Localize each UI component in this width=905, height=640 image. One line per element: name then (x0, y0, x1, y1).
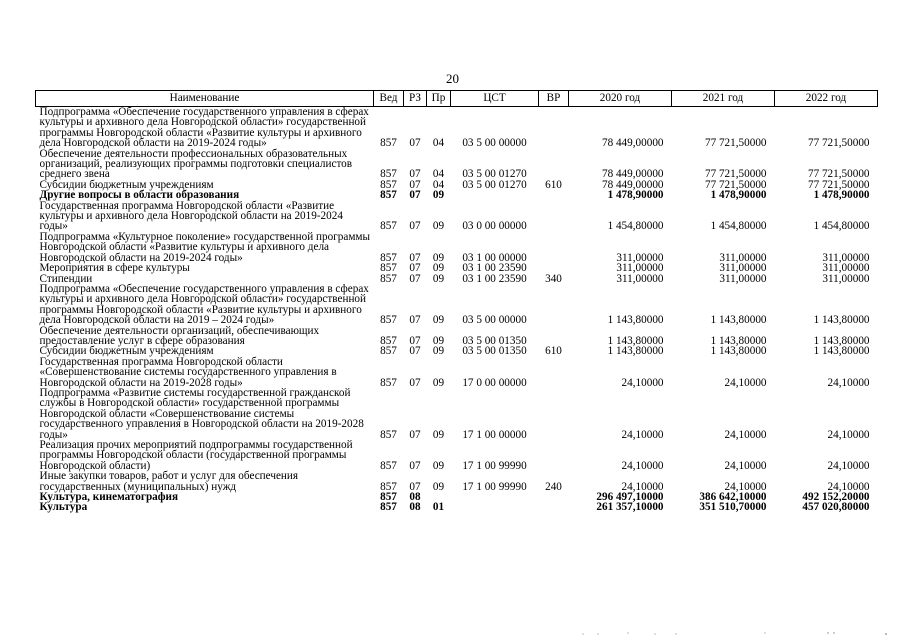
row-pr: 09 (432, 314, 445, 327)
row-2021-amount: 1 143,80000 (710, 334, 767, 347)
row-2021-amount: 1 143,80000 (710, 345, 767, 358)
table-row (36, 440, 878, 471)
table-header-row (36, 91, 878, 107)
row-name: Стипендии (39, 272, 93, 285)
row-rz: 07 (409, 480, 421, 493)
row-name: Субсидии бюджетным учреждениям (39, 178, 214, 191)
row-vr (539, 357, 569, 388)
row-2022-amount: 492 152,20000 (802, 491, 870, 504)
row-2021-amount: 386 642,10000 (699, 491, 767, 504)
row-name: Подпрограмма «Развитие системы государственной гражданской службы в Новгородской области» государственной программы Новгородской области «Совершенствование системы государственного управления в Новгородской области на 2019-2028 годы» (39, 386, 364, 441)
row-vr: 240 (545, 480, 562, 493)
row-ved: 857 (380, 272, 397, 285)
row-cst (451, 190, 539, 200)
scan-speck (582, 633, 583, 634)
row-2020-amount: 311,00000 (616, 251, 664, 264)
row-name: Подпрограмма «Обеспечение государственного управления в сферах культуры и архивного дела Новгородской области» государственной программы Новгородской области «Развитие культуры и архивного дела Новгородской области на 2019 – 2024 годы» (39, 282, 369, 327)
row-ved: 857 (380, 459, 397, 472)
row-2022-amount: 1 143,80000 (813, 314, 870, 327)
row-vr (539, 492, 569, 502)
row-2022-amount: 77 721,50000 (807, 168, 870, 181)
row-pr: 09 (432, 334, 445, 347)
scan-speck (764, 632, 765, 633)
budget-table (35, 90, 878, 513)
row-rz: 07 (409, 251, 421, 264)
row-2022-amount: 1 454,80000 (813, 220, 870, 233)
row-cst: 17 1 00 00000 (462, 428, 527, 441)
row-pr: 09 (432, 459, 445, 472)
row-2020-amount: 1 143,80000 (607, 314, 664, 327)
row-2020-amount: 78 449,00000 (601, 137, 664, 150)
row-2021-amount: 311,00000 (719, 262, 767, 275)
row-cst: 03 5 00 01350 (462, 334, 527, 347)
row-ved: 857 (380, 251, 397, 264)
scan-speck (675, 633, 676, 634)
row-pr: 09 (432, 345, 445, 358)
row-name: Обеспечение деятельности организаций, обеспечивающих предоставление услуг в сфере образования (39, 324, 320, 347)
row-2021-amount: 351 510,70000 (699, 501, 767, 514)
row-cst: 03 5 00 01350 (462, 345, 527, 358)
row-2020-amount: 78 449,00000 (601, 178, 664, 191)
row-2020-amount: 1 454,80000 (607, 220, 664, 233)
row-name: Мероприятия в сфере культуры (39, 262, 190, 275)
row-name: Субсидии бюджетным учреждениям (39, 345, 214, 358)
row-cst: 03 5 00 00000 (462, 137, 527, 150)
row-2022-amount: 311,00000 (822, 272, 870, 285)
row-name: Подпрограмма «Обеспечение государственного управления в сферах культуры и архивного дела Новгородской области» государственной программы Новгородской области «Развитие культуры и архивного дела Новгородской области на 2019-2024 годы» (39, 106, 369, 150)
row-2020-amount: 24,10000 (621, 480, 664, 493)
row-2020-amount: 24,10000 (621, 428, 664, 441)
row-ved: 857 (380, 220, 397, 233)
row-2022-amount: 1 478,90000 (813, 189, 870, 202)
row-rz: 07 (409, 459, 421, 472)
row-vr (539, 201, 569, 232)
row-name: Государственная программа Новгородской области «Совершенствование системы государственного управления в Новгородской области на 2019-2028 годы» (39, 355, 337, 389)
row-vr (539, 107, 569, 149)
row-2020-amount: 78 449,00000 (601, 168, 664, 181)
row-2021-amount: 77 721,50000 (704, 168, 767, 181)
row-cst: 17 1 00 99990 (462, 459, 527, 472)
row-ved: 857 (380, 345, 397, 358)
row-2021-amount: 24,10000 (724, 376, 767, 389)
table-row (36, 326, 878, 347)
row-2020-amount: 24,10000 (621, 459, 664, 472)
row-vr (539, 232, 569, 263)
row-pr: 09 (432, 262, 445, 275)
row-2020-amount: 311,00000 (616, 262, 664, 275)
header-pr: Пр (427, 91, 451, 107)
row-rz: 07 (409, 345, 421, 358)
row-ved: 857 (380, 168, 397, 181)
row-ved: 857 (380, 262, 397, 275)
row-vr (539, 502, 569, 512)
row-rz: 08 (409, 491, 421, 504)
row-rz: 07 (409, 334, 421, 347)
row-2021-amount: 24,10000 (724, 459, 767, 472)
row-rz: 07 (409, 272, 421, 285)
row-name: Другие вопросы в области образования (39, 189, 240, 202)
row-name: Обеспечение деятельности профессиональных образовательных организаций, реализующих программы подготовки специалистов среднего звена (39, 147, 353, 181)
row-pr: 09 (432, 220, 445, 233)
row-2021-amount: 1 143,80000 (710, 314, 767, 327)
row-pr: 09 (432, 251, 445, 264)
row-ved: 857 (380, 334, 397, 347)
row-vr (539, 149, 569, 180)
row-rz: 07 (409, 189, 421, 202)
row-vr (539, 326, 569, 347)
scan-speck (627, 632, 628, 633)
row-vr (539, 190, 569, 200)
table-row (36, 149, 878, 180)
table-row (36, 388, 878, 440)
row-cst: 03 1 00 23590 (462, 272, 527, 285)
scan-speck (885, 633, 887, 635)
row-ved: 857 (380, 376, 397, 389)
header-vr: ВР (539, 91, 569, 107)
row-rz: 07 (409, 137, 421, 150)
table-row (36, 357, 878, 388)
row-rz: 07 (409, 376, 421, 389)
table-row (36, 284, 878, 326)
row-cst: 03 5 00 00000 (462, 314, 527, 327)
row-vr: 610 (545, 345, 562, 358)
row-cst: 03 0 00 00000 (462, 220, 527, 233)
row-pr: 01 (432, 501, 445, 514)
row-rz: 07 (409, 168, 421, 181)
row-rz: 07 (409, 314, 421, 327)
row-2022-amount: 24,10000 (827, 459, 870, 472)
row-ved: 857 (380, 501, 397, 514)
row-ved: 857 (380, 314, 397, 327)
row-pr: 09 (432, 480, 445, 493)
row-cst (451, 492, 539, 502)
row-cst: 17 1 00 99990 (462, 480, 527, 493)
row-2021-amount: 77 721,50000 (704, 137, 767, 150)
row-vr: 340 (545, 272, 562, 285)
row-rz: 07 (409, 220, 421, 233)
row-cst: 03 5 00 01270 (462, 178, 527, 191)
row-vr (539, 263, 569, 273)
row-2021-amount: 1 478,90000 (710, 189, 767, 202)
row-2022-amount: 77 721,50000 (807, 137, 870, 150)
row-vr: 610 (545, 178, 562, 191)
row-name: Культура (39, 501, 88, 514)
header-2020: 2020 год (569, 91, 672, 107)
row-2020-amount: 1 478,90000 (607, 189, 664, 202)
header-cst: ЦСТ (451, 91, 539, 107)
row-2022-amount: 457 020,80000 (802, 501, 870, 514)
row-rz: 07 (409, 428, 421, 441)
row-2022-amount: 311,00000 (822, 251, 870, 264)
table-row (36, 201, 878, 232)
row-2021-amount: 77 721,50000 (704, 178, 767, 191)
row-2022-amount: 24,10000 (827, 428, 870, 441)
row-2022-amount: 311,00000 (822, 262, 870, 275)
row-ved: 857 (380, 480, 397, 493)
row-ved: 857 (380, 189, 397, 202)
header-2022: 2022 год (775, 91, 878, 107)
row-2022-amount: 77 721,50000 (807, 178, 870, 191)
row-cst: 17 0 00 00000 (462, 376, 527, 389)
table-body (36, 107, 878, 513)
row-vr (539, 284, 569, 326)
row-name: Иные закупки товаров, работ и услуг для обеспечения государственных (муниципальных) нужд (39, 470, 299, 493)
row-pr: 04 (432, 178, 445, 191)
header-rz: РЗ (404, 91, 427, 107)
scan-speck (654, 633, 655, 634)
row-2020-amount: 311,00000 (616, 272, 664, 285)
row-pr: 04 (432, 168, 445, 181)
row-pr: 09 (432, 376, 445, 389)
row-rz: 07 (409, 262, 421, 275)
row-pr: 09 (432, 189, 445, 202)
row-2020-amount: 261 357,10000 (596, 501, 664, 514)
row-pr: 04 (432, 137, 445, 150)
row-name: Реализация прочих мероприятий подпрограммы государственной программы Новгородской области (государственной программы Новгородской области) (39, 439, 353, 472)
row-2022-amount: 24,10000 (827, 376, 870, 389)
header-2021: 2021 год (672, 91, 775, 107)
row-rz: 07 (409, 178, 421, 191)
row-pr: 09 (432, 272, 445, 285)
row-2021-amount: 24,10000 (724, 480, 767, 493)
row-ved: 857 (380, 178, 397, 191)
row-name: Культура, кинематография (39, 491, 178, 504)
scan-speck (833, 632, 834, 633)
row-vr (539, 388, 569, 440)
scan-speck (597, 633, 598, 634)
row-2020-amount: 24,10000 (621, 376, 664, 389)
row-name: Государственная программа Новгородской области «Развитие культуры и архивного дела Новгородской области на 2019-2024 годы» (39, 199, 343, 233)
row-ved: 857 (380, 428, 397, 441)
row-2022-amount: 1 143,80000 (813, 345, 870, 358)
row-ved: 857 (380, 137, 397, 150)
table-row (36, 232, 878, 263)
row-cst: 03 1 00 00000 (462, 251, 527, 264)
row-2020-amount: 1 143,80000 (607, 334, 664, 347)
row-2022-amount: 1 143,80000 (813, 334, 870, 347)
row-2021-amount: 311,00000 (719, 251, 767, 264)
header-name: Наименование (36, 91, 374, 107)
table-row (36, 502, 878, 512)
row-2020-amount: 1 143,80000 (607, 345, 664, 358)
table-row (36, 107, 878, 149)
table-row (36, 471, 878, 492)
page-number: 20 (446, 71, 459, 86)
row-pr: 09 (432, 428, 445, 441)
row-2021-amount: 311,00000 (719, 272, 767, 285)
row-2022-amount: 24,10000 (827, 480, 870, 493)
row-rz: 08 (409, 501, 421, 514)
header-ved: Вед (374, 91, 404, 107)
row-vr (539, 440, 569, 471)
row-cst: 03 5 00 01270 (462, 168, 527, 181)
row-ved: 857 (380, 491, 397, 504)
row-cst (451, 502, 539, 512)
scan-speck (827, 632, 828, 633)
row-2020-amount: 296 497,10000 (596, 491, 664, 504)
row-2021-amount: 24,10000 (724, 428, 767, 441)
table-row (36, 263, 878, 273)
scan-specks (0, 628, 905, 640)
row-2021-amount: 1 454,80000 (710, 220, 767, 233)
row-cst: 03 1 00 23590 (462, 262, 527, 275)
row-name: Подпрограмма «Культурное поколение» государственной программы Новгородской области «Развитие культуры и архивного дела Новгородской области на 2019-2024 годы» (39, 230, 370, 264)
